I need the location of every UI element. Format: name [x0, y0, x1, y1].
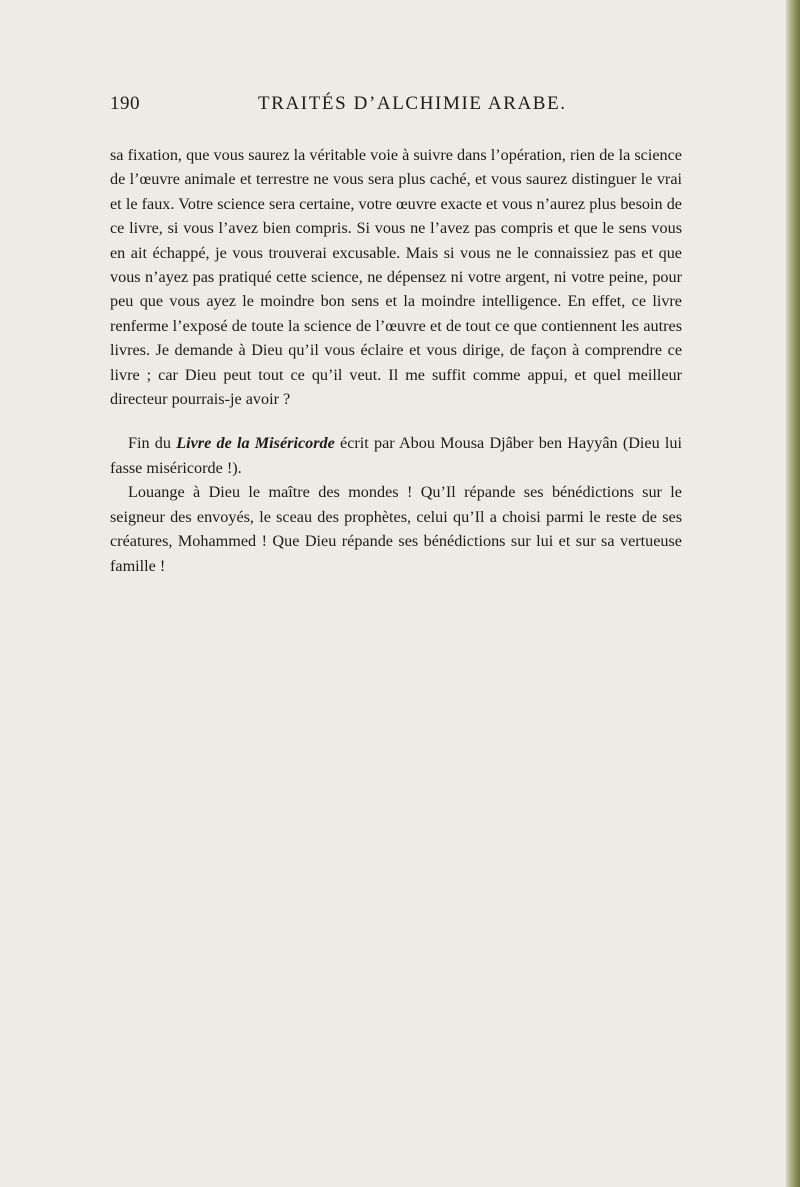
paragraph-gap	[110, 411, 682, 431]
body-text	[110, 143, 682, 578]
page-number: 190	[110, 93, 140, 114]
paragraph-continuation: sa fixation, que vous saurez la véritable voie à suivre dans l’opération, rien de la science de l’œuvre animale et terrestre ne vous sera plus caché, et vous saurez distinguer le vrai et le faux. Votre science sera certaine, votre œuvre exacte et vous n’aurez plus besoin de ce livre, si vous l’avez bien compris. Si vous ne l’avez pas compris et que le sens vous en ait échappé, je vous trouverai excusable. Mais si vous ne le connaissiez pas et que vous n’ayez pas pratiqué cette science, ne dépensez ni votre argent, ni votre peine, pour peu que vous ayez le moindre bon sens et la moindre intelligence. En effet, ce livre renferme l’exposé de toute la science de l’œuvre et de tout ce que contiennent les autres livres. Je demande à Dieu qu’il vous éclaire et vous dirige, de façon à comprendre ce livre ; car Dieu peut tout ce qu’il veut. Il me suffit comme appui, et quel meilleur directeur pourrais-je avoir ?	[110, 146, 682, 409]
book-title: Livre de la Miséricorde	[176, 434, 335, 453]
running-head	[110, 93, 680, 123]
doxology-paragraph: Louange à Dieu le maître des mondes ! Qu’Il répande ses bénédictions sur le seigneur des envoyés, le sceau des prophètes, celui qu’Il a choisi parmi le reste de ses créatures, Mohammed ! Que Dieu répande ses bénédictions sur lui et sur sa vertueuse famille !	[110, 483, 682, 575]
running-title: TRAITÉS D’ALCHIMIE ARABE.	[258, 93, 567, 114]
colophon-paragraph	[110, 431, 682, 480]
colophon-after: écrit par Abou Mousa Djâber ben Hayyân (Dieu lui fasse miséricorde !).	[110, 434, 682, 477]
colophon-before: Fin du	[128, 434, 177, 453]
page-edge	[786, 0, 800, 1187]
